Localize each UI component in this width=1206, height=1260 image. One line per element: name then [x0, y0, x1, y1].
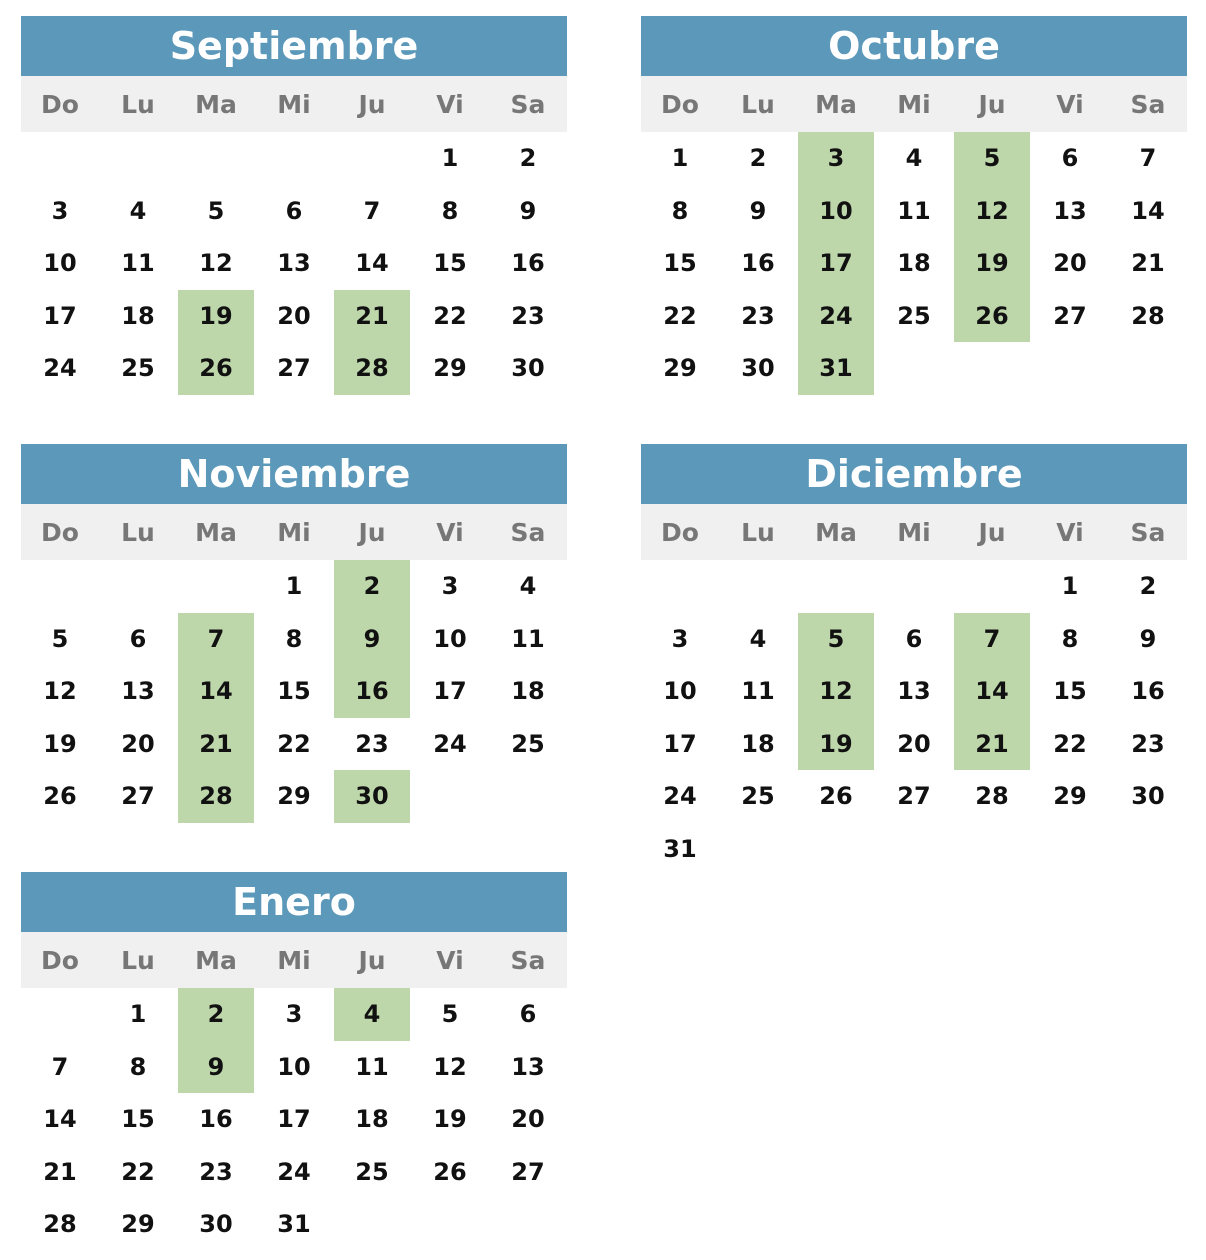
day-cell: 6 [1061, 144, 1079, 173]
day-cell: 14 [355, 249, 389, 278]
day-cell: 17 [663, 729, 697, 758]
day-cell: 17 [43, 301, 77, 330]
day-cell: 27 [1053, 301, 1087, 330]
weekday-label: Lu [121, 89, 155, 119]
day-cell: 20 [897, 729, 931, 758]
weekday-label: Sa [510, 517, 546, 547]
day-cell: 8 [285, 624, 303, 653]
day-cell: 2 [749, 144, 767, 173]
day-cell: 13 [897, 677, 931, 706]
month-october [641, 16, 1187, 395]
day-cell: 9 [1139, 624, 1157, 653]
highlighted-day-cell: 16 [334, 665, 410, 718]
weekday-label: Lu [741, 89, 775, 119]
empty-day-cell [22, 560, 98, 613]
day-cell: 3 [441, 572, 459, 601]
weekday-header-row [641, 76, 1187, 132]
day-cell: 4 [749, 624, 767, 653]
day-cell: 29 [663, 354, 697, 383]
month-december [641, 444, 1187, 875]
month-title: Noviembre [21, 444, 567, 504]
day-cell: 9 [749, 196, 767, 225]
weekday-label: Do [661, 89, 699, 119]
day-cell: 4 [905, 144, 923, 173]
weekday-label: Vi [436, 89, 464, 119]
day-cell: 27 [511, 1157, 545, 1186]
day-cell: 6 [129, 624, 147, 653]
weekday-label: Ju [358, 517, 386, 547]
day-cell: 24 [277, 1157, 311, 1186]
day-cell: 28 [43, 1210, 77, 1239]
day-cell: 25 [355, 1157, 389, 1186]
day-cell: 14 [1131, 196, 1165, 225]
day-cell: 4 [519, 572, 537, 601]
month-title: Diciembre [641, 444, 1187, 504]
day-cell: 1 [1061, 572, 1079, 601]
weekday-label: Ju [978, 89, 1006, 119]
highlighted-day-cell: 7 [954, 613, 1030, 666]
day-cell: 28 [1131, 301, 1165, 330]
days-grid [21, 988, 567, 1251]
day-cell: 25 [897, 301, 931, 330]
day-cell: 11 [511, 624, 545, 653]
highlighted-day-cell: 14 [178, 665, 254, 718]
day-cell: 21 [1131, 249, 1165, 278]
weekday-label: Ju [978, 517, 1006, 547]
weekday-label: Mi [277, 517, 311, 547]
highlighted-day-cell: 24 [798, 290, 874, 343]
day-cell: 30 [741, 354, 775, 383]
day-cell: 23 [741, 301, 775, 330]
weekday-label: Lu [121, 517, 155, 547]
day-cell: 13 [277, 249, 311, 278]
highlighted-day-cell: 2 [178, 988, 254, 1041]
day-cell: 27 [277, 354, 311, 383]
highlighted-day-cell: 19 [178, 290, 254, 343]
weekday-label: Ju [358, 89, 386, 119]
highlighted-day-cell: 19 [954, 237, 1030, 290]
day-cell: 15 [1053, 677, 1087, 706]
weekday-label: Lu [121, 945, 155, 975]
month-november [21, 444, 567, 823]
weekday-label: Ju [358, 945, 386, 975]
day-cell: 6 [285, 196, 303, 225]
empty-day-cell [876, 560, 952, 613]
day-cell: 18 [511, 677, 545, 706]
weekday-label: Vi [1056, 517, 1084, 547]
day-cell: 10 [663, 677, 697, 706]
day-cell: 21 [43, 1157, 77, 1186]
day-cell: 18 [355, 1105, 389, 1134]
day-cell: 6 [519, 1000, 537, 1029]
highlighted-day-cell: 26 [954, 290, 1030, 343]
day-cell: 26 [433, 1157, 467, 1186]
empty-day-cell [178, 132, 254, 185]
day-cell: 15 [663, 249, 697, 278]
empty-day-cell [178, 560, 254, 613]
day-cell: 23 [511, 301, 545, 330]
day-cell: 26 [819, 782, 853, 811]
month-title: Septiembre [21, 16, 567, 76]
day-cell: 19 [433, 1105, 467, 1134]
weekday-label: Do [41, 517, 79, 547]
weekday-label: Vi [436, 517, 464, 547]
weekday-label: Vi [1056, 89, 1084, 119]
highlighted-day-cell: 2 [334, 560, 410, 613]
day-cell: 8 [1061, 624, 1079, 653]
day-cell: 4 [129, 196, 147, 225]
day-cell: 8 [441, 196, 459, 225]
highlighted-day-cell: 3 [798, 132, 874, 185]
month-january [21, 872, 567, 1251]
day-cell: 17 [433, 677, 467, 706]
weekday-header-row [21, 504, 567, 560]
weekday-label: Lu [741, 517, 775, 547]
day-cell: 22 [121, 1157, 155, 1186]
highlighted-day-cell: 21 [178, 718, 254, 771]
day-cell: 16 [511, 249, 545, 278]
weekday-label: Sa [1130, 89, 1166, 119]
day-cell: 17 [277, 1105, 311, 1134]
weekday-label: Ma [815, 517, 857, 547]
day-cell: 9 [519, 196, 537, 225]
empty-day-cell [954, 560, 1030, 613]
day-cell: 3 [285, 1000, 303, 1029]
days-grid [21, 560, 567, 823]
day-cell: 5 [441, 1000, 459, 1029]
day-cell: 10 [433, 624, 467, 653]
day-cell: 7 [363, 196, 381, 225]
month-september [21, 16, 567, 395]
day-cell: 7 [51, 1052, 69, 1081]
highlighted-day-cell: 31 [798, 342, 874, 395]
highlighted-day-cell: 10 [798, 185, 874, 238]
day-cell: 23 [355, 729, 389, 758]
day-cell: 18 [897, 249, 931, 278]
day-cell: 1 [285, 572, 303, 601]
day-cell: 24 [43, 354, 77, 383]
weekday-label: Mi [897, 517, 931, 547]
day-cell: 25 [511, 729, 545, 758]
day-cell: 31 [663, 834, 697, 863]
day-cell: 1 [129, 1000, 147, 1029]
day-cell: 24 [433, 729, 467, 758]
day-cell: 13 [511, 1052, 545, 1081]
day-cell: 20 [121, 729, 155, 758]
weekday-label: Do [661, 517, 699, 547]
day-cell: 24 [663, 782, 697, 811]
day-cell: 20 [277, 301, 311, 330]
day-cell: 29 [121, 1210, 155, 1239]
day-cell: 28 [975, 782, 1009, 811]
month-title: Enero [21, 872, 567, 932]
day-cell: 22 [433, 301, 467, 330]
day-cell: 5 [207, 196, 225, 225]
days-grid [21, 132, 567, 395]
day-cell: 1 [671, 144, 689, 173]
day-cell: 11 [121, 249, 155, 278]
day-cell: 22 [1053, 729, 1087, 758]
day-cell: 8 [671, 196, 689, 225]
day-cell: 29 [1053, 782, 1087, 811]
day-cell: 23 [199, 1157, 233, 1186]
day-cell: 2 [1139, 572, 1157, 601]
day-cell: 29 [277, 782, 311, 811]
weekday-label: Mi [897, 89, 931, 119]
day-cell: 15 [433, 249, 467, 278]
day-cell: 7 [1139, 144, 1157, 173]
day-cell: 25 [741, 782, 775, 811]
highlighted-day-cell: 30 [334, 770, 410, 823]
day-cell: 27 [121, 782, 155, 811]
day-cell: 16 [1131, 677, 1165, 706]
weekday-label: Sa [1130, 517, 1166, 547]
day-cell: 20 [511, 1105, 545, 1134]
day-cell: 11 [741, 677, 775, 706]
day-cell: 10 [43, 249, 77, 278]
day-cell: 15 [277, 677, 311, 706]
day-cell: 12 [43, 677, 77, 706]
empty-day-cell [22, 988, 98, 1041]
weekday-label: Mi [277, 945, 311, 975]
day-cell: 18 [741, 729, 775, 758]
empty-day-cell [256, 132, 332, 185]
empty-day-cell [100, 132, 176, 185]
day-cell: 22 [277, 729, 311, 758]
day-cell: 23 [1131, 729, 1165, 758]
highlighted-day-cell: 26 [178, 342, 254, 395]
day-cell: 12 [199, 249, 233, 278]
empty-day-cell [798, 560, 874, 613]
empty-day-cell [720, 560, 796, 613]
days-grid [641, 132, 1187, 395]
weekday-header-row [21, 932, 567, 988]
day-cell: 11 [355, 1052, 389, 1081]
highlighted-day-cell: 28 [334, 342, 410, 395]
day-cell: 26 [43, 782, 77, 811]
weekday-label: Mi [277, 89, 311, 119]
highlighted-day-cell: 19 [798, 718, 874, 771]
day-cell: 25 [121, 354, 155, 383]
day-cell: 30 [511, 354, 545, 383]
highlighted-day-cell: 17 [798, 237, 874, 290]
day-cell: 30 [199, 1210, 233, 1239]
days-grid [641, 560, 1187, 875]
highlighted-day-cell: 5 [954, 132, 1030, 185]
day-cell: 10 [277, 1052, 311, 1081]
day-cell: 15 [121, 1105, 155, 1134]
day-cell: 2 [519, 144, 537, 173]
day-cell: 14 [43, 1105, 77, 1134]
day-cell: 8 [129, 1052, 147, 1081]
highlighted-day-cell: 5 [798, 613, 874, 666]
weekday-header-row [21, 76, 567, 132]
day-cell: 31 [277, 1210, 311, 1239]
highlighted-day-cell: 9 [178, 1041, 254, 1094]
highlighted-day-cell: 28 [178, 770, 254, 823]
highlighted-day-cell: 12 [954, 185, 1030, 238]
day-cell: 5 [51, 624, 69, 653]
weekday-label: Vi [436, 945, 464, 975]
day-cell: 13 [121, 677, 155, 706]
highlighted-day-cell: 21 [954, 718, 1030, 771]
day-cell: 3 [671, 624, 689, 653]
month-title: Octubre [641, 16, 1187, 76]
highlighted-day-cell: 12 [798, 665, 874, 718]
empty-day-cell [100, 560, 176, 613]
empty-day-cell [642, 560, 718, 613]
highlighted-day-cell: 21 [334, 290, 410, 343]
day-cell: 22 [663, 301, 697, 330]
highlighted-day-cell: 9 [334, 613, 410, 666]
weekday-label: Sa [510, 945, 546, 975]
weekday-label: Ma [195, 517, 237, 547]
day-cell: 13 [1053, 196, 1087, 225]
empty-day-cell [22, 132, 98, 185]
weekday-header-row [641, 504, 1187, 560]
highlighted-day-cell: 4 [334, 988, 410, 1041]
day-cell: 29 [433, 354, 467, 383]
day-cell: 18 [121, 301, 155, 330]
highlighted-day-cell: 14 [954, 665, 1030, 718]
day-cell: 16 [741, 249, 775, 278]
weekday-label: Ma [195, 945, 237, 975]
day-cell: 19 [43, 729, 77, 758]
day-cell: 6 [905, 624, 923, 653]
highlighted-day-cell: 7 [178, 613, 254, 666]
day-cell: 27 [897, 782, 931, 811]
day-cell: 12 [433, 1052, 467, 1081]
empty-day-cell [334, 132, 410, 185]
day-cell: 11 [897, 196, 931, 225]
day-cell: 20 [1053, 249, 1087, 278]
day-cell: 16 [199, 1105, 233, 1134]
day-cell: 1 [441, 144, 459, 173]
day-cell: 30 [1131, 782, 1165, 811]
weekday-label: Do [41, 945, 79, 975]
weekday-label: Do [41, 89, 79, 119]
weekday-label: Sa [510, 89, 546, 119]
weekday-label: Ma [815, 89, 857, 119]
weekday-label: Ma [195, 89, 237, 119]
day-cell: 3 [51, 196, 69, 225]
